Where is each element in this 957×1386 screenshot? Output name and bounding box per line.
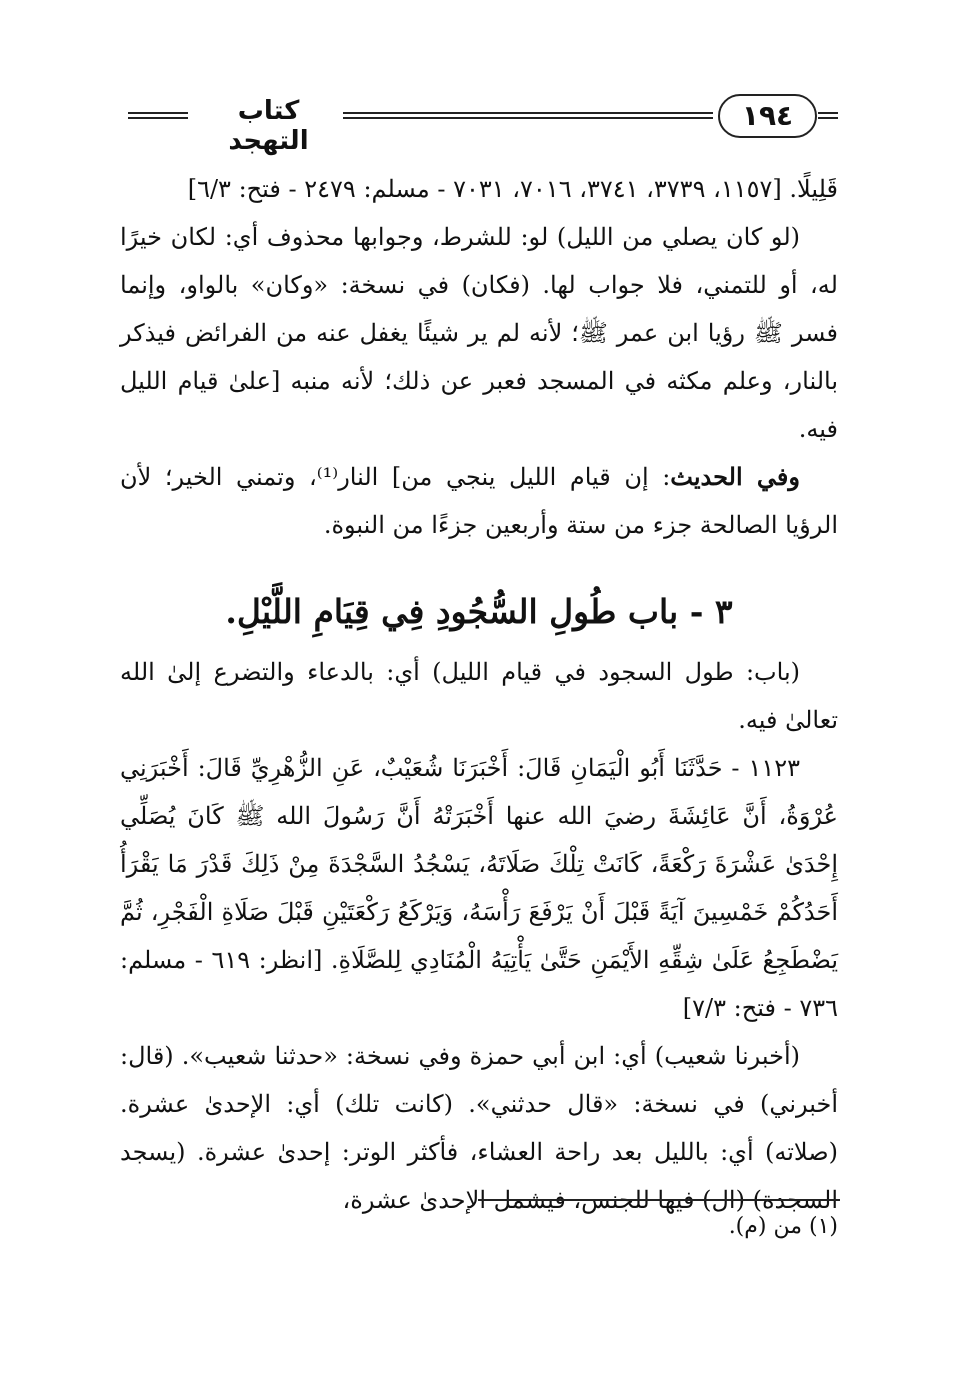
benefits-text: : إن قيام الليل ينجي من] النار⁽¹⁾، وتمني الخير؛ لأن الرؤيا الصالحة جزء من ستة وأربعين جزءًا من النبوة.	[120, 463, 838, 539]
commentary-paragraph: (لو كان يصلي من الليل) لو: للشرط، وجوابها محذوف أي: لكان خيرًا له، أو للتمني، فلا جواب لها. (فكان) في نسخة: «وكان» بالواو، وإنما فسر ﷺ رؤيا ابن عمر ﷺ؛ لأنه لم ير شيئًا يغفل عنه من الفرائض فيذكر بالنار، وعلم مكثه في المسجد فعبر عن ذلك؛ لأنه منبه [علىٰ قيام الليل فيه.	[120, 223, 838, 443]
hadith-references: قَلِيلًا. [١١٥٧، ٣٧٣٩، ٣٧٤١، ٧٠١٦، ٧٠٣١ - مسلم: ٢٤٧٩ - فتح: ٦/٣]	[187, 175, 838, 203]
page-header	[118, 92, 838, 156]
chapter-title: ٣ - باب طُولِ السُّجُودِ فِي قِيَامِ اللَّيْلِ.	[225, 592, 733, 631]
header-rule-left	[128, 112, 188, 119]
page-number: ١٩٤	[718, 94, 817, 138]
commentary-block-2	[120, 648, 838, 1224]
hadith-benefits-paragraph	[120, 453, 838, 549]
chapter-explanation: (باب: طول السجود في قيام الليل) أي: بالدعاء والتضرع إلىٰ الله تعالىٰ فيه.	[120, 658, 838, 734]
footnote-divider	[478, 1199, 840, 1201]
commentary-block-1	[120, 165, 838, 549]
footnote: (١) من (م).	[728, 1214, 838, 1239]
book-title: كتاب التهجد	[228, 96, 309, 156]
benefits-lead: وفي الحديث	[670, 462, 800, 491]
commentary-paragraph-2: (أخبرنا شعيب) أي: ابن أبي حمزة وفي نسخة: «حدثنا شعيب». (قال: أخبرني) في نسخة: «قال حدثني». (كانت تلك) أي: الإحدىٰ عشرة. (صلاته) أي: بالليل بعد راحة العشاء، فأكثر الوتر: إحدىٰ عشرة. (يسجد السجدة) (ال) فيها للجنس، فيشمل الإحدىٰ عشرة،	[120, 1042, 838, 1214]
header-rule-right	[818, 112, 838, 119]
header-rule-middle	[343, 112, 713, 119]
hadith-text: ١١٢٣ - حَدَّثَنَا أَبُو الْيَمَانِ قَالَ: أَخْبَرَنَا شُعَيْبٌ، عَنِ الزُّهْرِيِّ قَالَ: أَخْبَرَنِي عُرْوَةُ، أَنَّ عَائِشَةَ رضيَ الله عنها أَخْبَرَتْهُ أَنَّ رَسُولَ الله ﷺ كَانَ يُصَلِّي إِحْدَىٰ عَشْرَةَ رَكْعَةً، كَانَتْ تِلْكَ صَلَاتَهُ، يَسْجُدُ السَّجْدَةَ مِنْ ذَلِكَ قَدْرَ مَا يَقْرَأُ أَحَدُكُمْ خَمْسِينَ آيَةً قَبْلَ أَنْ يَرْفَعَ رَأْسَهُ، وَيَرْكَعُ رَكْعَتَيْنِ قَبْلَ صَلَاةِ الْفَجْرِ، ثُمَّ يَضْطَجِعُ عَلَىٰ شِقِّهِ الأَيْمَنِ حَتَّىٰ يَأْتِيَهُ الْمُنَادِي لِلصَّلَاةِ. [انظر: ٦١٩ - مسلم: ٧٣٦ - فتح: ٧/٣]	[120, 754, 838, 1022]
